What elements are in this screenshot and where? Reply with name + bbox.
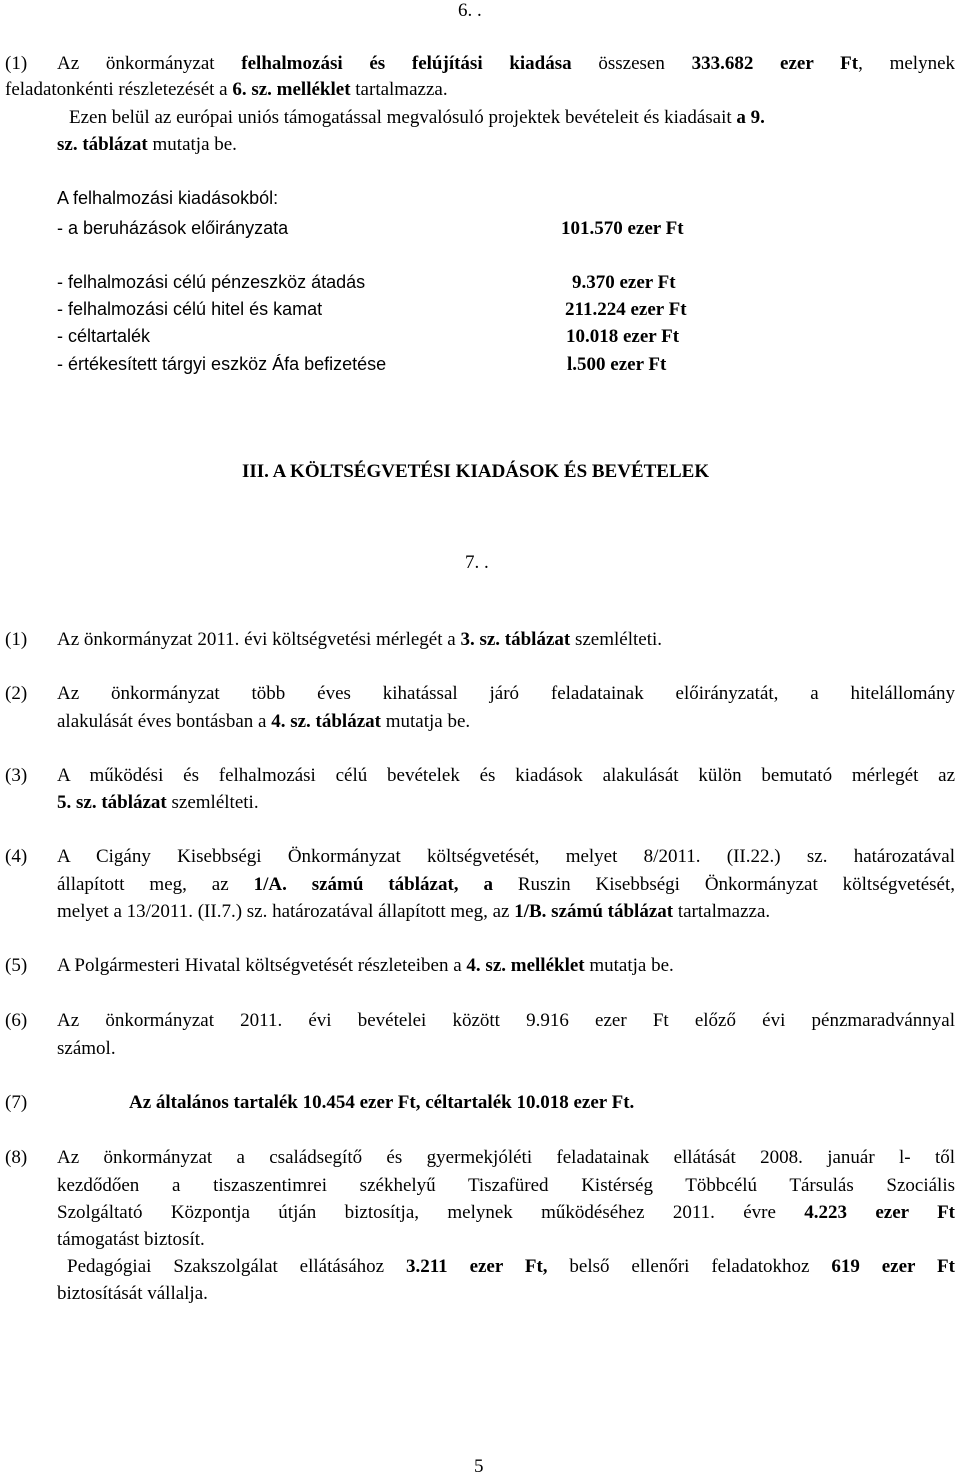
paragraph-number: (8) [5, 1147, 28, 1168]
item-value: 211.224 ezer Ft [565, 299, 687, 320]
paragraph-line: Az önkormányzat több éves kihatással járó feladatainak előirányzatát, a hitelállomány [57, 683, 955, 704]
paragraph-line: biztosítását vállalja. [57, 1283, 208, 1304]
text-run: mutatja be. [584, 955, 674, 976]
paragraph-line: kezdődően a tiszaszentimrei székhelyű Tiszafüred Kistérség Többcélú Társulás Szociális [57, 1175, 955, 1196]
text-run: melyet a 13/2011. (II.7.) sz. határozatával állapított meg, az [57, 901, 515, 922]
item-value: 101.570 ezer Ft [561, 218, 684, 239]
page-number: 5 [474, 1456, 484, 1477]
text-run: feladatonkénti részletezését a [5, 79, 233, 100]
text-run: alakulását éves bontásban a [57, 711, 272, 732]
text-run [287, 874, 312, 895]
text-run: Ruszin Kisebbségi Önkormányzat költségvetését, [492, 874, 956, 895]
bold-run: sz. táblázat [57, 134, 148, 155]
bold-run: a [483, 874, 493, 895]
paragraph-line [69, 107, 765, 129]
section-title: III. A KÖLTSÉGVETÉSI KIADÁSOK ÉS BEVÉTELEK [242, 461, 710, 482]
paragraph-number: (1) [5, 53, 28, 74]
text-run: összesen [571, 53, 692, 74]
item-value: 10.018 ezer Ft [566, 326, 680, 347]
text-run: tartalmazza. [350, 79, 448, 100]
text-run: szemlélteti. [166, 792, 259, 813]
section-heading-7: 7. . [465, 552, 489, 573]
item-label: - értékesített tárgyi eszköz Áfa befizetése [57, 354, 387, 374]
bold-run: 4. sz. táblázat [271, 711, 381, 732]
bold-run: 1/B. számú táblázat [514, 901, 674, 922]
text-run: tartalmazza. [673, 901, 771, 922]
paragraph-line: Az önkormányzat a családsegítő és gyermekjóléti feladatainak ellátását 2008. január l- től [57, 1147, 955, 1168]
bold-run: számú táblázat, [311, 874, 459, 895]
paragraph-line [57, 901, 770, 923]
paragraph-number: (7) [5, 1092, 28, 1113]
bold-run: 6. sz. melléklet [232, 79, 351, 100]
item-value: l.500 ezer Ft [567, 354, 667, 375]
paragraph-line: számol. [57, 1038, 116, 1059]
item-label: - felhalmozási célú hitel és kamat [57, 299, 323, 319]
text-run: Szolgáltató Központja útján biztosítja, melynek működéséhez 2011. évre [57, 1202, 805, 1223]
text-run: A Polgármesteri Hivatal költségvetését részleteiben a [57, 955, 467, 976]
bold-run: 4.223 ezer Ft [804, 1202, 956, 1223]
bold-run: 333.682 ezer Ft [691, 53, 859, 74]
bold-run: a 9. [736, 107, 765, 128]
paragraph-line [67, 1256, 955, 1278]
bold-run: 1/A. [253, 874, 287, 895]
paragraph-number: (4) [5, 846, 28, 867]
paragraph-line: A működési és felhalmozási célú bevételek és kiadások alakulását külön bemutató mérlegét az [57, 765, 955, 786]
text-run: belső ellenőri feladatokhoz [547, 1256, 832, 1277]
paragraph-line [57, 711, 470, 733]
paragraph-line [57, 629, 662, 651]
paragraph-line [57, 134, 237, 156]
text-run: szemlélteti. [570, 629, 663, 650]
paragraph-line [57, 1202, 955, 1224]
paragraph-line [57, 53, 955, 75]
text-run: állapított meg, az [57, 874, 254, 895]
paragraph-line [57, 955, 674, 977]
paragraph-line: Az önkormányzat 2011. évi bevételei között 9.916 ezer Ft előző évi pénzmaradvánnyal [57, 1010, 955, 1031]
paragraph-line [57, 792, 259, 814]
paragraph-number: (3) [5, 765, 28, 786]
bold-run: 5. sz. táblázat [57, 792, 167, 813]
paragraph-number: (1) [5, 629, 28, 650]
paragraph-line [5, 79, 448, 101]
bold-run: 3. sz. táblázat [460, 629, 571, 650]
item-label: - céltartalék [57, 326, 151, 346]
section-heading-6: 6. . [458, 0, 482, 21]
text-run: Ezen belül az európai uniós támogatással megvalósuló projektek bevételeit és kiadásait [69, 107, 737, 128]
text-run: , melynek [858, 53, 956, 74]
text-run: mutatja be. [147, 134, 237, 155]
paragraph-line: A Cigány Kisebbségi Önkormányzat költségvetését, melyet 8/2011. (II.22.) sz. határozatával [57, 846, 955, 867]
item-label: - felhalmozási célú pénzeszköz átadás [57, 272, 366, 292]
bold-run: 4. sz. melléklet [466, 955, 585, 976]
text-run: Az önkormányzat [57, 53, 242, 74]
paragraph-number: (5) [5, 955, 28, 976]
item-value: 9.370 ezer Ft [572, 272, 676, 293]
paragraph-line [57, 874, 955, 896]
sub-heading: A felhalmozási kiadásokból: [57, 188, 279, 208]
paragraph-line: Az általános tartalék 10.454 ezer Ft, céltartalék 10.018 ezer Ft. [129, 1092, 635, 1113]
text-run [459, 874, 484, 895]
bold-run: felhalmozási és felújítási kiadása [241, 53, 572, 74]
text-run: Az önkormányzat 2011. évi költségvetési mérlegét a [57, 629, 461, 650]
text-run: mutatja be. [380, 711, 471, 732]
bold-run: 619 ezer Ft [831, 1256, 955, 1277]
paragraph-line: támogatást biztosít. [57, 1229, 205, 1250]
text-run: Pedagógiai Szakszolgálat ellátásához [67, 1256, 406, 1277]
item-label: - a beruházások előirányzata [57, 218, 289, 238]
paragraph-number: (6) [5, 1010, 28, 1031]
paragraph-number: (2) [5, 683, 28, 704]
bold-run: 3.211 ezer Ft, [405, 1256, 548, 1277]
